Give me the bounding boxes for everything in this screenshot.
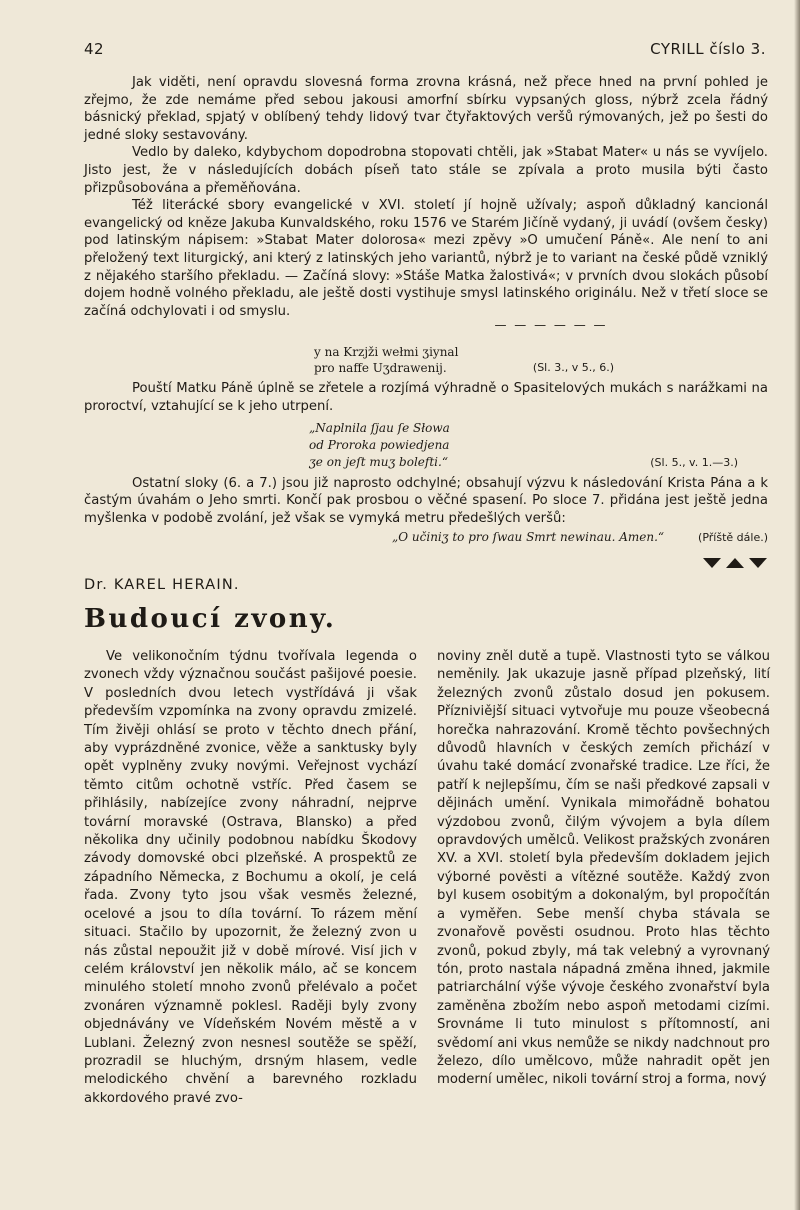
verse-line: pro naffe Uʒdrawenij. [314, 361, 447, 376]
paragraph: Pouští Matku Páně úplně se zřetele a rozjímá výhradně o Spasitelových mukách s narážkami na proroctví, vztahující se k jeho utrpení. [84, 381, 768, 414]
paragraph: Jak viděti, není opravdu slovesná forma zrovna krásná, než přece hned na první pohled je zřejmo, že zde nemáme před sebou jakousi amorfní sbírku vypsaných gloss, nýbrž zcela řádný básnický překlad, spjatý v oblíbený tehdy lidový tvar čtyřaktových veršů rýmovaných, jež po šesti do jedné sloky sestavovány. [84, 75, 768, 143]
verse-line-with-ref [309, 454, 768, 471]
page-number: 42 [84, 40, 105, 58]
continued-note: (Příště dále.) [698, 531, 768, 545]
verse-reference: (Sl. 3., v 5., 6.) [532, 361, 614, 375]
verse-line: ʒe on jeſt muʒ bolefti.“ [309, 454, 448, 469]
page-edge-shadow [794, 0, 800, 1210]
dash-separator: — — — — — — [494, 318, 608, 333]
verse-line: y na Krzjži wełmi ʒiynal [314, 345, 459, 360]
closing-line [84, 529, 768, 547]
paragraph: Též literácké sbory evangelické v XVI. století jí hojně užívaly; aspoň důkladný kancionál evangelický od kněze Jakuba Kunvaldského, roku 1576 ve Starém Jičíně vydaný, ji uvádí (ovšem česky) pod latinským nápisem: »Stabat Mater dolorosa« mezi zpěvy »O umučení Páně«. Ale není to ani přeložený text liturgický, ani který z latinských jeho variantů, nýbrž je to variant na české půdě vzniklý z nějakého staršího překladu. — Začíná slovy: »Stáše Matka žalostivá«; v prvních dvou slokách působí dojem hodně volného překladu, ale ještě dosti vystihuje smysl latinského originálu. Než v třetí sloce se začíná odchylovati i od smyslu. [84, 198, 768, 319]
verse-line: od Proroka powiedjena [309, 437, 450, 452]
previous-article-continuation [84, 74, 768, 547]
column-right [437, 648, 770, 1208]
paragraph: noviny zněl dutě a tupě. Vlastnosti tyto se válkou neměnily. Jak ukazuje jasně případ plzeňský, lití železných zvonů zůstalo dosud jen pokusem. Přízniviější situaci vytvořuje mu pouze všeobecná horečka nahrazování. Kromě těchto povšechných důvodů hlavních v českých zemích přichází v úvahu také domácí zvonařské tradice. Lze říci, že patří k nejlepšímu, čím se naši předkové zapsali v dějinách umění. Vynikala mimořádně bohatou výzdobou zvonů, čilým vývojem a byla dílem opravdových umělců. Velikost pražských zvonáren XV. a XVI. století byla především dokladem jejich výborné pověsti a vítězné soutěže. Každý zvon byl kusem osobitým a dokonalým, byl propočítán a vyměřen. Sebe menší chyba stávala se zvonařově pověsti osudnou. Proto hlas těchto zvonů, pokud zbyly, má tak velebný a vyrovnaný tón, proto nastala nápadná změna ihned, jakmile patriarchální výše vývoje českého zvonařství byla zaměněna zbožím nebo aspoň metodami cizími. Srovnáme li tuto minulost s přítomností, ani svědomí ani vkus nemůže se nikdy nadchnout pro železo, dílo umělcovo, může nahradit opět jen moderní umělec, nikoli tovární stroj a forma, nový [437, 649, 770, 1088]
ornament-icon [703, 557, 767, 569]
page-header [84, 40, 770, 64]
article-body [84, 648, 770, 1208]
verse-line-with-ref [314, 360, 614, 376]
column-left [84, 648, 417, 1208]
running-head: CYRILL číslo 3. [650, 40, 766, 58]
paragraph: Vedlo by daleko, kdybychom dopodrobna stopovati chtěli, jak »Stabat Mater« u nás se vyvíjelo. Jisto jest, že v následujících dobách píseň tato stále se zpívala a proto musila býti často přizpůsobována a přeměňována. [84, 145, 768, 196]
article-author: Dr. KAREL HERAIN. [84, 577, 240, 593]
paragraph: Ve velikonočním týdnu tvořívala legenda o zvonech vždy význačnou součást pašijové poesie. V posledních dvou letech vystřídává ji však především vzpomínka na zvony opravdu zmizelé. Tím živěji ohlásí se proto v těchto dnech přání, aby vyprázdněné zvonice, věže a sanktusky byly opět vyplněny zvuky novými. Veřejnost vychází těmto citům ochotně vstříc. Před časem se přihlásily, nabízejíce zvony náhradní, nejprve tovární moravské (Ostrava, Blansko) a před několika dny učinily podobnou nabídku Škodovy závody domovské obci plzeňské. A prospektů ze západního Německa, z Bochumu a okolí, je celá řada. Zvony tyto jsou však vesměs železné, ocelové a jsou to díla tovární. To rázem mění situaci. Stačilo by upozornit, že železný zvon u nás zůstal nepoužit již v době mírové. Visí jich v celém království jen několik málo, ač se koncem minulého století mnoho zvonů přelévalo a počet zvonáren významně poklesl. Raději byly zvony objednávány ve Vídeňském Novém městě a v Lublani. Železný zvon nesnesl soutěže se spěží, prozradil se hluchým, drsným hlasem, vedle melodického chvění a barevného rozkladu akkordového pravé zvo- [84, 649, 417, 1106]
verse-quote-1 [84, 344, 768, 376]
verse-reference: (Sl. 5., v. 1.—3.) [650, 455, 738, 469]
verse-line: „Naplnila ſjau ſe Słowa [309, 420, 450, 435]
paragraph: Ostatní sloky (6. a 7.) jsou již naprosto odchylné; obsahují výzvu k následování Krista Pána a k častým úvahám o Jeho smrti. Končí pak prosbou o věčné spasení. Po sloce 7. přidána jest ještě jedna myšlenka v podobě zvolání, jež však se vymyká metru předešlých veršů: [84, 475, 768, 526]
closing-quote: „O učiniʒ to pro ſwau Smrt newinau. Amen.“ [392, 530, 665, 545]
article-title: Budoucí zvony. [84, 604, 337, 634]
verse-quote-2 [84, 420, 768, 471]
